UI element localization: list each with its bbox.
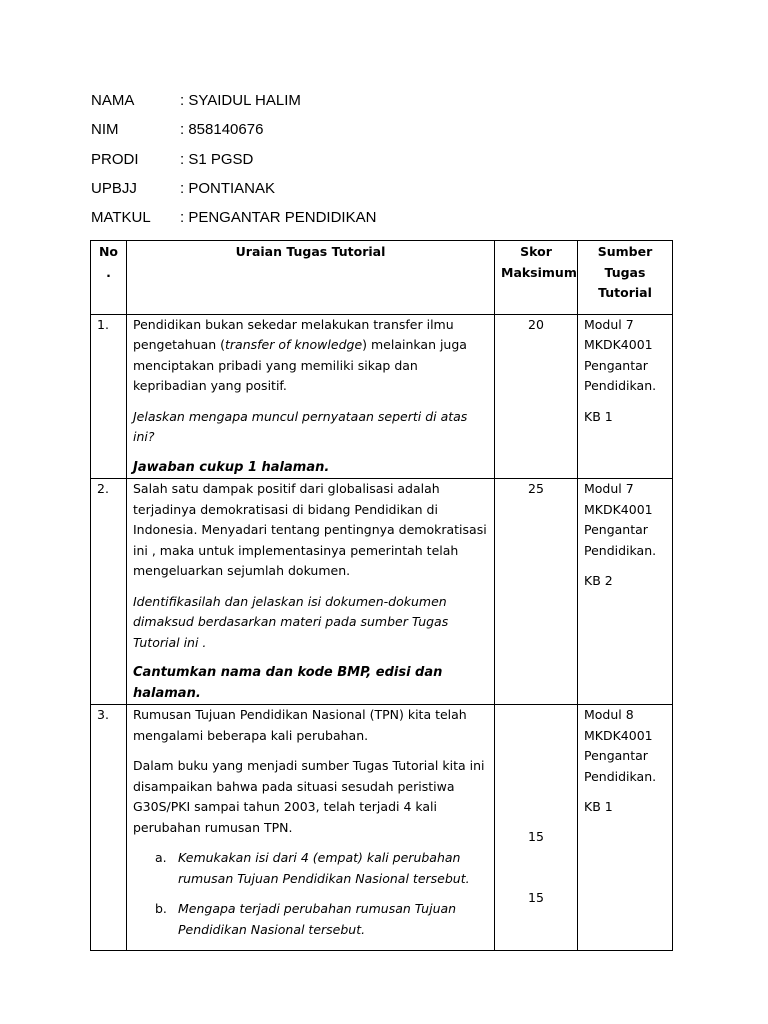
task-description <box>127 479 495 705</box>
row-number: 2. <box>91 479 127 705</box>
task-text: Dalam buku yang menjadi sumber Tugas Tutorial kita ini disampaikan bahwa pada situasi sesudah peristiwa G30S/PKI sampai tahun 2003, telah terjadi 4 kali perubahan rumusan TPN. <box>133 758 485 835</box>
source-module: Modul 7 <box>584 481 634 496</box>
header-source <box>578 241 673 315</box>
task-instruction: Cantumkan nama dan kode BMP, edisi dan halaman. <box>133 665 443 701</box>
header-no-line: . <box>106 264 111 280</box>
table-header-row <box>91 241 673 315</box>
task-text-end: ) melainkan juga menciptakan pribadi yang memiliki sikap dan kepribadian yang positif. <box>133 337 467 393</box>
row-number: 3. <box>91 705 127 951</box>
row-number: 1. <box>91 314 127 479</box>
header-score <box>495 241 578 315</box>
header-source-line: Sumber <box>597 244 653 259</box>
sub-question-a <box>155 848 488 889</box>
table-row <box>91 705 673 951</box>
table-row <box>91 314 673 479</box>
task-instruction: Jawaban cukup 1 halaman. <box>133 459 330 475</box>
source-module: Modul 7 <box>584 316 634 332</box>
source-kb: KB 1 <box>584 799 613 814</box>
identity-value: : 858140676 <box>180 121 264 139</box>
sub-question-label: a. <box>155 850 167 865</box>
sub-question-label: b. <box>155 901 167 916</box>
task-table <box>90 240 673 951</box>
header-no <box>91 241 127 315</box>
header-score-line: Skor <box>520 244 552 259</box>
max-score-b: 15 <box>528 890 544 905</box>
max-score <box>495 705 578 951</box>
sub-question-b <box>155 899 488 940</box>
task-text-italic: transfer of knowledge <box>225 337 363 352</box>
identity-value: : SYAIDUL HALIM <box>180 92 301 109</box>
identity-label: PRODI <box>91 150 139 168</box>
task-source <box>578 705 673 951</box>
source-module: Modul 8 <box>584 707 634 722</box>
task-source <box>578 479 673 705</box>
task-description <box>127 705 495 951</box>
header-source-line: Tutorial <box>598 285 652 300</box>
identity-value: : S1 PGSD <box>180 150 254 168</box>
header-task: Uraian Tugas Tutorial <box>127 241 495 315</box>
task-question: Jelaskan mengapa muncul pernyataan seperti di atas ini? <box>133 408 468 444</box>
task-text <box>133 315 488 397</box>
source-title: Pengantar Pendidikan. <box>584 748 657 784</box>
task-text-start: Pendidikan bukan sekedar melakukan transfer ilmu pengetahuan ( <box>133 316 454 352</box>
source-code: MKDK4001 <box>584 727 653 743</box>
max-score: 25 <box>495 479 578 705</box>
task-source <box>578 314 673 479</box>
header-no-line: No <box>98 244 119 259</box>
identity-label: NIM <box>91 121 119 139</box>
identity-label: NAMA <box>91 92 135 109</box>
source-title: Pengantar Pendidikan. <box>584 357 657 393</box>
header-source-line: Tugas <box>604 264 646 280</box>
source-title: Pengantar Pendidikan. <box>584 522 657 558</box>
task-text: Salah satu dampak positif dari globalisasi adalah terjadinya demokratisasi di bidang Pendidikan di Indonesia. Menyadari tentang pentingnya demokratisasi ini , maka untuk implementasinya pemerintah telah mengeluarkan sejumlah dokumen. <box>133 481 487 578</box>
task-description <box>127 314 495 479</box>
source-code: MKDK4001 <box>584 501 653 517</box>
max-score-a: 15 <box>528 829 544 844</box>
source-code: MKDK4001 <box>584 337 653 352</box>
identity-value: : PONTIANAK <box>180 179 276 197</box>
identity-label: UPBJJ <box>91 179 137 197</box>
table-row <box>91 479 673 705</box>
sub-question-text: Kemukakan isi dari 4 (empat) kali perubahan rumusan Tujuan Pendidikan Nasional tersebut. <box>178 850 470 886</box>
task-text: Rumusan Tujuan Pendidikan Nasional (TPN) kita telah mengalami beberapa kali perubahan. <box>133 707 467 743</box>
source-kb: KB 1 <box>584 408 613 424</box>
sub-question-text: Mengapa terjadi perubahan rumusan Tujuan Pendidikan Nasional tersebut. <box>178 901 457 937</box>
identity-label: MATKUL <box>91 209 151 227</box>
max-score: 20 <box>495 314 578 479</box>
header-score-line: Maksimum <box>501 264 577 280</box>
task-question: Identifikasilah dan jelaskan isi dokumen-dokumen dimaksud berdasarkan materi pada sumber Tugas Tutorial ini . <box>133 593 449 650</box>
identity-value: : PENGANTAR PENDIDIKAN <box>180 209 377 227</box>
source-kb: KB 2 <box>584 573 613 588</box>
